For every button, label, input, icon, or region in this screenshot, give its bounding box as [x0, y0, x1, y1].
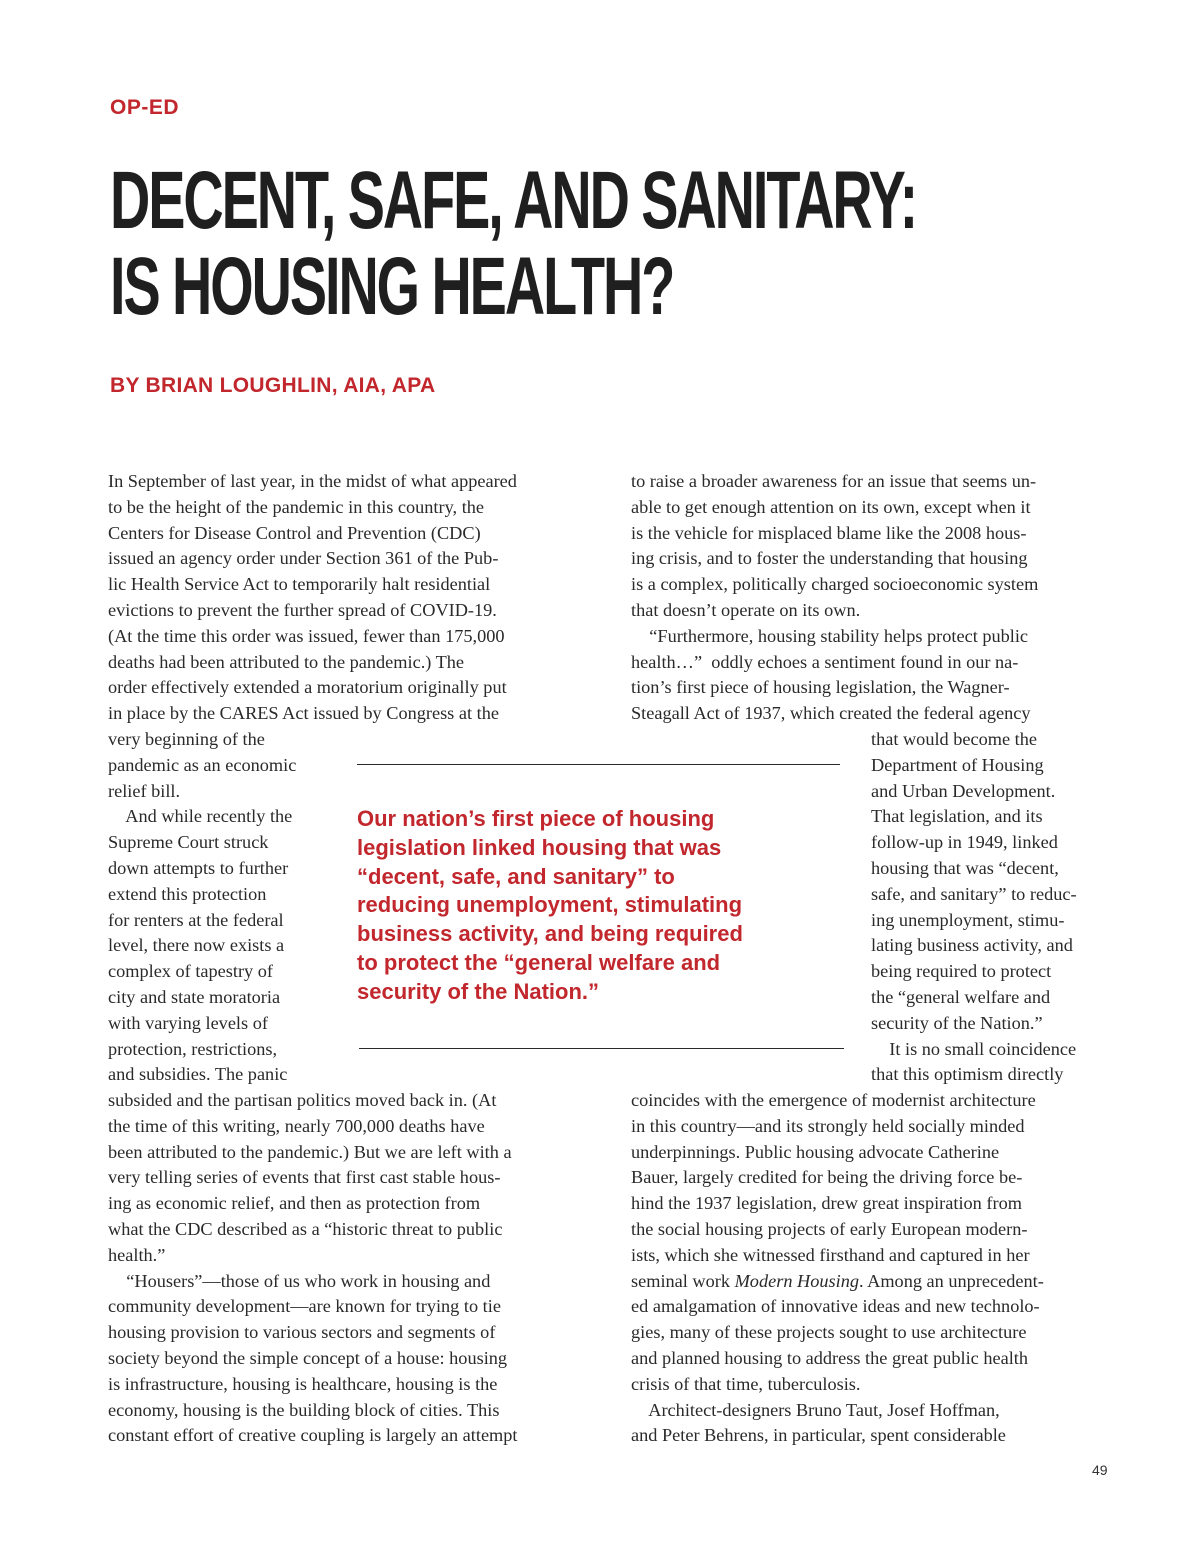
pull-quote-top-rule — [357, 764, 840, 765]
text-line: tion’s first piece of housing legislation, the Wagner- — [631, 677, 1010, 698]
right-column-bottom-lines — [631, 1088, 1044, 1269]
text-line: level, there now exists a — [108, 935, 285, 956]
text-line: Architect-designers Bruno Taut, Josef Hoffman, — [631, 1399, 1000, 1420]
right-column-top — [631, 469, 1038, 727]
text-line: in place by the CARES Act issued by Congress at the — [108, 703, 499, 724]
text-line: the time of this writing, nearly 700,000 deaths have — [108, 1115, 485, 1136]
text-line: health.” — [108, 1244, 166, 1265]
text-line: security of the Nation.” — [357, 978, 600, 1004]
page-number: 49 — [1092, 1462, 1108, 1478]
text-line: Our nation’s first piece of housing — [357, 806, 715, 831]
text-line: It is no small coincidence — [871, 1038, 1077, 1059]
text-line: is the vehicle for misplaced blame like the 2008 hous- — [631, 522, 1027, 543]
text-line: health…” oddly echoes a sentiment found in our na- — [631, 651, 1019, 672]
text-line: been attributed to the pandemic.) But we are left with a — [108, 1141, 512, 1162]
title-line-1: DECENT, SAFE, AND SANITARY: — [110, 155, 917, 246]
text-line: and Urban Development. — [871, 780, 1056, 801]
text-line: and Peter Behrens, in particular, spent considerable — [631, 1425, 1006, 1446]
text-line: “Housers”—those of us who work in housing and — [108, 1270, 491, 1291]
text-line: underpinnings. Public housing advocate Catherine — [631, 1141, 1000, 1162]
text-line: Steagall Act of 1937, which created the federal agency — [631, 703, 1031, 724]
text-line: Department of Housing — [871, 754, 1044, 775]
text-line-italic — [631, 1269, 1044, 1295]
text-line: legislation linked housing that was — [357, 834, 722, 860]
text-line: lating business activity, and — [871, 935, 1073, 956]
text-line: society beyond the simple concept of a house: housing — [108, 1347, 508, 1368]
text-line: for renters at the federal — [108, 909, 284, 930]
text-line: able to get enough attention on its own, except when it — [631, 496, 1031, 517]
book-title: Modern Housing — [734, 1270, 859, 1291]
text-line: That legislation, and its — [871, 806, 1043, 827]
right-column-narrow — [871, 727, 1077, 1088]
text-line: is infrastructure, housing is healthcare, housing is the — [108, 1373, 498, 1394]
section-kicker: OP-ED — [110, 96, 180, 119]
text-line: deaths had been attributed to the pandemic.) The — [108, 651, 465, 672]
text-line: economy, housing is the building block of cities. This — [108, 1399, 500, 1420]
right-column-tail-lines — [631, 1294, 1044, 1449]
text-line: Supreme Court struck — [108, 832, 269, 853]
text-line: constant effort of creative coupling is largely an attempt — [108, 1425, 518, 1446]
left-column-bottom — [108, 1088, 518, 1449]
text-line: that this optimism directly — [871, 1064, 1064, 1085]
text-line: and subsidies. The panic — [108, 1064, 288, 1085]
text-line: “Furthermore, housing stability helps protect public — [631, 625, 1029, 646]
title-line-2: IS HOUSING HEALTH? — [110, 241, 674, 332]
text-line: community development—are known for trying to tie — [108, 1296, 501, 1317]
text-line: with varying levels of — [108, 1012, 268, 1033]
text-line: coincides with the emergence of modernist architecture — [631, 1090, 1036, 1110]
text-line: to raise a broader awareness for an issue that seems un- — [631, 471, 1037, 491]
text-line: to be the height of the pandemic in this country, the — [108, 496, 485, 517]
text-line: And while recently the — [108, 806, 293, 827]
text-line: housing provision to various sectors and segments of — [108, 1322, 496, 1343]
text-line: that doesn’t operate on its own. — [631, 599, 861, 620]
text-line: pandemic as an economic — [108, 754, 297, 775]
text-line: extend this protection — [108, 883, 267, 904]
text-line: subsided and the partisan politics moved back in. (At — [108, 1090, 497, 1110]
text-line: (At the time this order was issued, fewer than 175,000 — [108, 625, 505, 646]
text-line: down attempts to further — [108, 857, 289, 878]
text-line: security of the Nation.” — [871, 1012, 1043, 1033]
text-line: crisis of that time, tuberculosis. — [631, 1373, 861, 1394]
text-line: follow-up in 1949, linked — [871, 832, 1058, 853]
text-line: evictions to prevent the further spread of COVID-19. — [108, 599, 497, 620]
pull-quote-bottom-rule — [359, 1048, 844, 1049]
text-line: ing unemployment, stimu- — [871, 909, 1065, 930]
text-line: and planned housing to address the great public health — [631, 1347, 1029, 1368]
text-line: protection, restrictions, — [108, 1038, 278, 1059]
text-line: reducing unemployment, stimulating — [357, 892, 743, 918]
italic-line-before: seminal work — [631, 1270, 735, 1291]
text-line: lic Health Service Act to temporarily halt residential — [108, 574, 491, 595]
text-line: very beginning of the — [108, 728, 265, 749]
text-line: relief bill. — [108, 780, 181, 801]
text-line: complex of tapestry of — [108, 961, 273, 982]
text-line: ed amalgamation of innovative ideas and new technolo- — [631, 1296, 1040, 1317]
text-line: ing as economic relief, and then as protection from — [108, 1193, 481, 1214]
text-line: very telling series of events that first cast stable hous- — [108, 1167, 501, 1188]
text-line: the social housing projects of early European modern- — [631, 1218, 1028, 1239]
pull-quote — [357, 805, 743, 1007]
text-line: ing crisis, and to foster the understanding that housing — [631, 548, 1028, 569]
text-line: In September of last year, in the midst of what appeared — [108, 471, 517, 491]
text-line: safe, and sanitary” to reduc- — [871, 883, 1077, 904]
text-line: business activity, and being required — [357, 921, 743, 947]
text-line: housing that was “decent, — [871, 857, 1059, 878]
text-line: in this country—and its strongly held socially minded — [631, 1115, 1025, 1136]
text-line: to protect the “general welfare and — [357, 949, 721, 975]
byline: BY BRIAN LOUGHLIN, AIA, APA — [110, 374, 436, 397]
text-line: ists, which she witnessed firsthand and captured in her — [631, 1244, 1030, 1265]
text-line: being required to protect — [871, 961, 1052, 982]
text-line: “decent, safe, and sanitary” to — [357, 863, 675, 889]
italic-line-after: . Among an unprecedent- — [859, 1270, 1044, 1291]
text-line: issued an agency order under Section 361 of the Pub- — [108, 548, 499, 569]
text-line: order effectively extended a moratorium originally put — [108, 677, 507, 698]
text-line: city and state moratoria — [108, 986, 281, 1007]
text-line: Centers for Disease Control and Prevention (CDC) — [108, 522, 481, 543]
right-column-bottom — [631, 1088, 1044, 1449]
text-line: that would become the — [871, 729, 1038, 749]
text-line: gies, many of these projects sought to use architecture — [631, 1322, 1027, 1343]
text-line: hind the 1937 legislation, drew great inspiration from — [631, 1193, 1022, 1214]
text-line: the “general welfare and — [871, 986, 1051, 1007]
text-line: Bauer, largely credited for being the driving force be- — [631, 1167, 1023, 1188]
article-title — [110, 155, 917, 332]
text-line: what the CDC described as a “historic threat to public — [108, 1218, 503, 1239]
text-line: is a complex, politically charged socioeconomic system — [631, 574, 1039, 595]
